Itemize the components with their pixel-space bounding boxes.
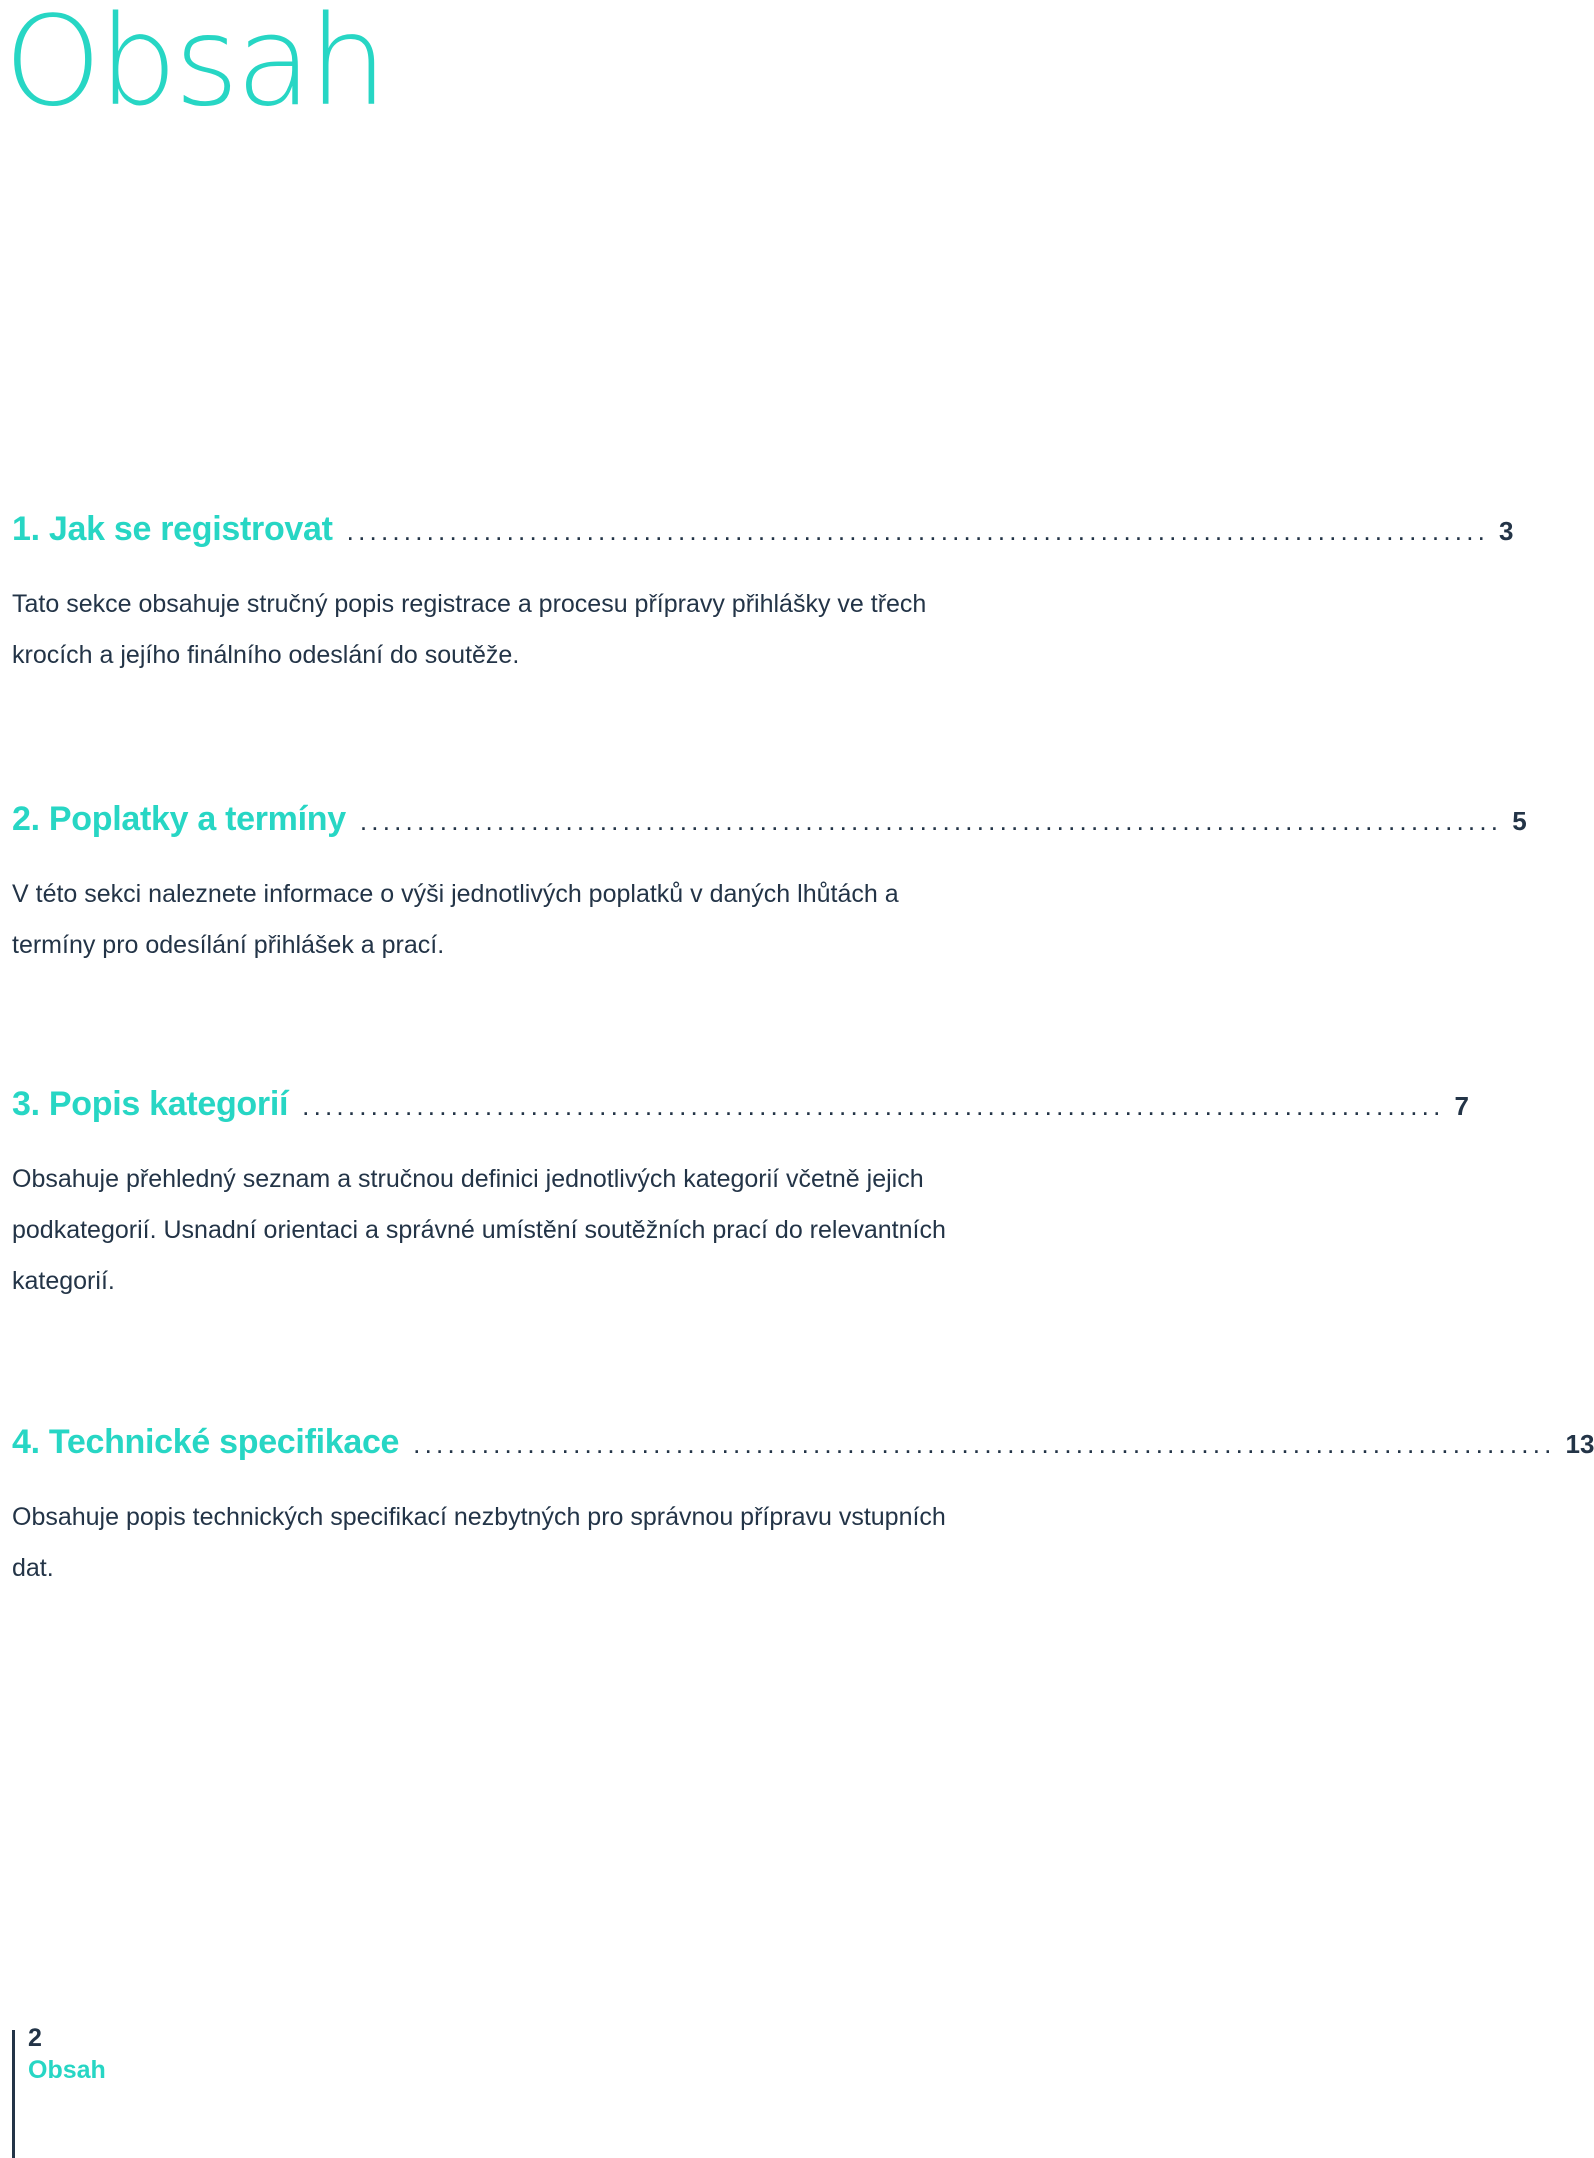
toc-heading-row[interactable]	[12, 1085, 1469, 1124]
toc-dot-leader: ....................................................................................................	[359, 806, 1503, 836]
toc-heading[interactable]: 2. Poplatky a termíny	[12, 800, 346, 838]
footer-page-number: 2	[28, 2024, 42, 2052]
toc-page-number[interactable]: 3	[1499, 516, 1514, 546]
toc-heading[interactable]: 4. Technické specifikace	[12, 1423, 400, 1461]
toc-description: Obsahuje popis technických specifikací nezbytných pro správnou přípravu vstupních dat.	[12, 1503, 946, 1582]
footer-section-label: Obsah	[28, 2056, 106, 2084]
toc-heading[interactable]: 1. Jak se registrovat	[12, 510, 333, 548]
footer-divider	[12, 2030, 15, 2158]
toc-entry-1	[12, 510, 1514, 681]
toc-description: Obsahuje přehledný seznam a stručnou definici jednotlivých kategorií včetně jejich podkategorií. Usnadní orientaci a správné umístění soutěžních prací do relevantních kategorií.	[12, 1165, 946, 1295]
toc-dot-leader: ....................................................................................................	[346, 516, 1490, 546]
toc-dot-leader: ....................................................................................................	[302, 1091, 1445, 1121]
toc-dot-leader: ....................................................................................................	[413, 1429, 1556, 1459]
toc-heading-row[interactable]	[12, 800, 1527, 839]
toc-entry-4	[12, 1423, 1594, 1594]
toc-heading-row[interactable]	[12, 510, 1514, 549]
toc-page-number[interactable]: 5	[1512, 806, 1527, 836]
toc-entry-2	[12, 800, 1527, 971]
toc-description: V této sekci naleznete informace o výši jednotlivých poplatků v daných lhůtách a termíny pro odesílání přihlášek a prací.	[12, 880, 899, 959]
toc-heading[interactable]: 3. Popis kategorií	[12, 1085, 289, 1123]
toc-description: Tato sekce obsahuje stručný popis registrace a procesu přípravy přihlášky ve třech krocích a jejího finálního odeslání do soutěže.	[12, 590, 927, 669]
toc-heading-row[interactable]	[12, 1423, 1594, 1462]
toc-page-number[interactable]: 13	[1565, 1429, 1594, 1459]
page-title: Obsah	[4, 0, 385, 134]
toc-page-number[interactable]: 7	[1454, 1091, 1469, 1121]
toc-entry-3	[12, 1085, 1469, 1307]
